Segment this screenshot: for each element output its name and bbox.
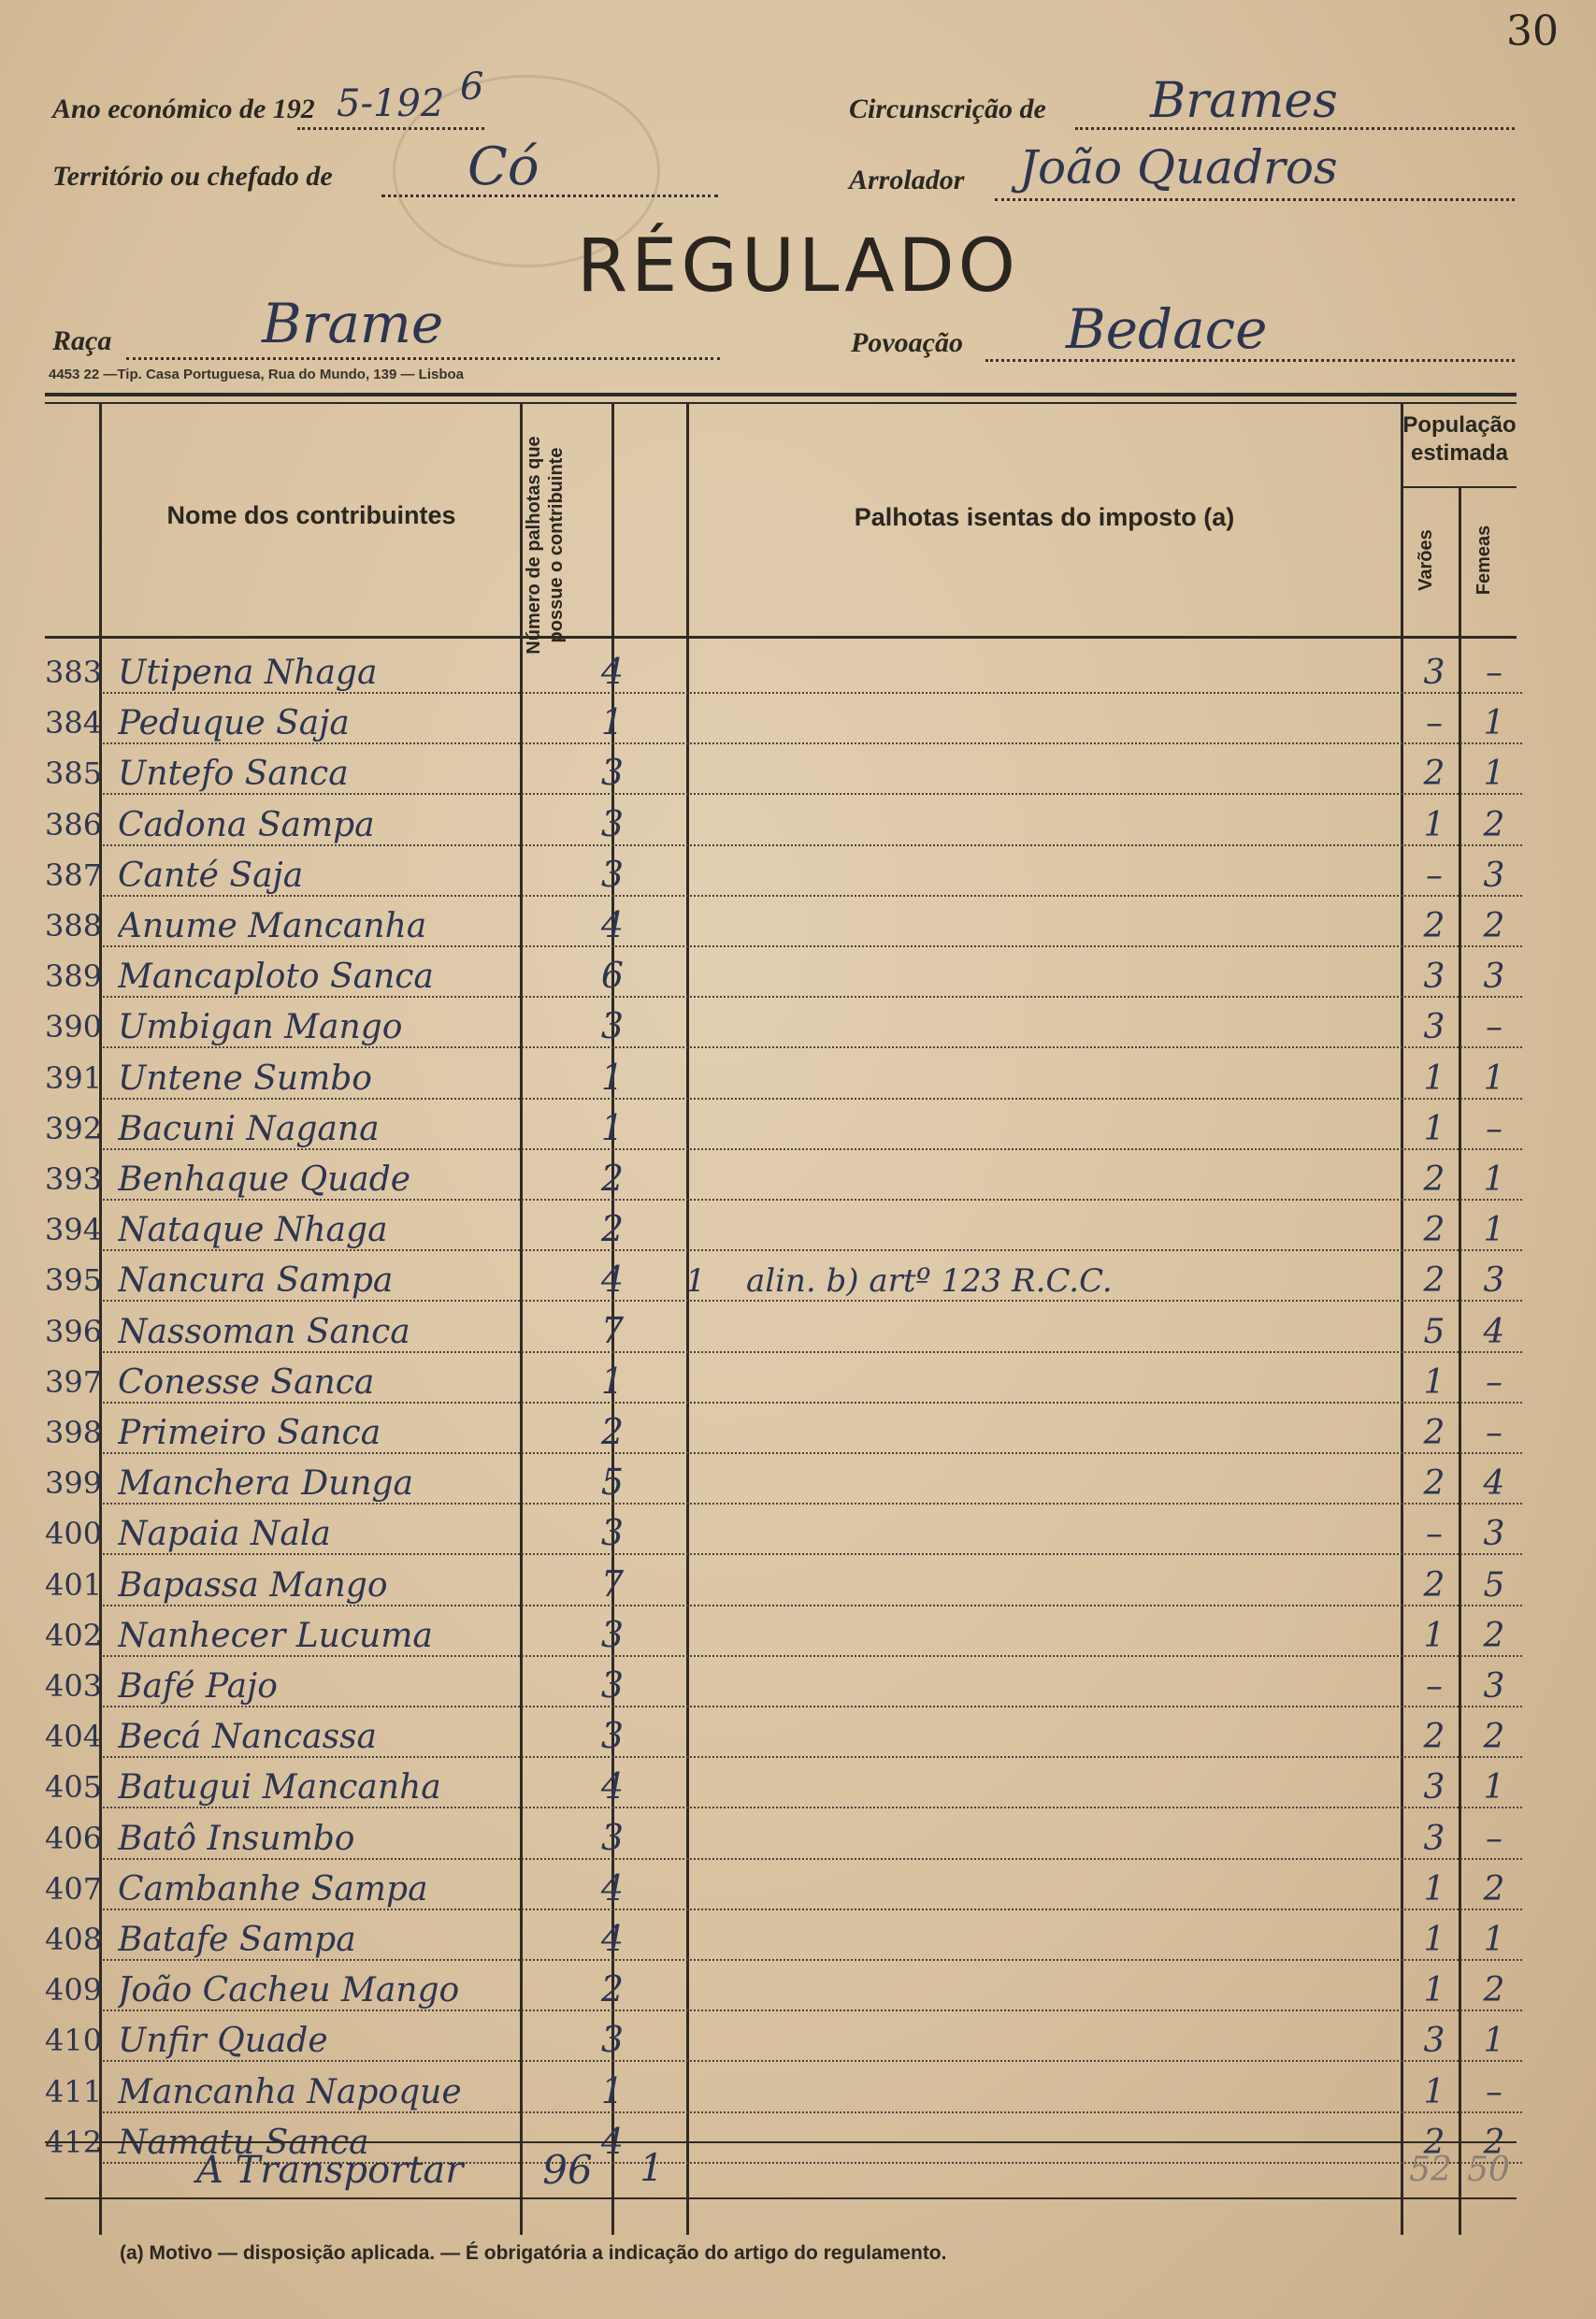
table-row: [45, 1150, 1522, 1201]
hut-count: 3: [600, 1664, 625, 1706]
male-count: 2: [1423, 1160, 1445, 1199]
village-value: Bedace: [1066, 297, 1268, 361]
col-header-females: Femeas: [1474, 525, 1494, 596]
table-row: [45, 694, 1522, 744]
taxpayer-name: Namatu Sanca: [118, 2123, 369, 2162]
row-number: 407: [45, 1870, 103, 1907]
hut-count: 4: [600, 2120, 625, 2162]
taxpayer-name: Batugui Mancanha: [118, 1768, 441, 1808]
taxpayer-name: Mancaploto Sanca: [118, 958, 434, 997]
female-count: 3: [1483, 1667, 1505, 1706]
taxpayer-name: Peduque Saja: [118, 704, 350, 743]
taxpayer-name: Untene Sumbo: [118, 1059, 372, 1098]
taxpayer-name: Primeiro Sanca: [118, 1414, 381, 1452]
circumscription-label: Circunscrição de: [849, 94, 1046, 124]
male-count: 1: [1423, 1362, 1445, 1402]
hut-count: 3: [600, 1613, 625, 1655]
row-number: 390: [45, 1009, 103, 1045]
female-count: 4: [1483, 1464, 1505, 1504]
col-header-name: Nome dos contribuintes: [166, 501, 456, 529]
row-number: 412: [45, 2124, 103, 2160]
hut-count: 3: [600, 853, 625, 895]
male-count: 2: [1423, 907, 1445, 945]
taxpayer-name: Manchera Dunga: [118, 1464, 414, 1504]
page-title: RÉGULADO: [576, 224, 1020, 309]
total-exempt: 1: [640, 2147, 664, 2190]
male-count: 1: [1423, 1616, 1445, 1655]
female-count: –: [1486, 1008, 1503, 1047]
female-count: 3: [1483, 1261, 1505, 1301]
table-row: [45, 1961, 1522, 2011]
female-count: –: [1486, 1819, 1503, 1858]
exempt-hut-count: 1: [685, 1262, 706, 1301]
hut-count: 5: [600, 1462, 625, 1504]
table-row: [45, 2011, 1522, 2062]
hut-count: 4: [600, 651, 625, 692]
taxpayer-name: Napaia Nala: [118, 1515, 331, 1554]
female-count: 1: [1483, 1768, 1505, 1808]
taxpayer-name: Nanhecer Lucuma: [118, 1616, 433, 1655]
col-header-males: Varões: [1416, 529, 1436, 591]
male-count: 2: [1423, 2123, 1445, 2162]
female-count: 5: [1483, 1565, 1505, 1605]
hut-count: 3: [600, 752, 625, 794]
taxpayer-name: Nancura Sampa: [118, 1261, 394, 1301]
row-number: 402: [45, 1617, 103, 1653]
table-row: [45, 744, 1522, 795]
year-dotline: [297, 127, 484, 130]
table-row: [45, 1860, 1522, 1910]
table-row: [45, 1657, 1522, 1707]
female-count: 2: [1483, 907, 1505, 945]
population-subheader-rule: [1401, 486, 1517, 488]
row-number: 392: [45, 1110, 103, 1146]
taxpayer-name: Bacuni Nagana: [118, 1109, 380, 1148]
table-row: [45, 1201, 1522, 1251]
printer-imprint: 4453 22 —Tip. Casa Portuguesa, Rua do Mundo, 139 — Lisboa: [49, 367, 465, 382]
male-count: –: [1426, 1515, 1443, 1554]
female-count: 2: [1483, 2123, 1505, 2162]
male-count: 3: [1423, 1768, 1445, 1808]
male-count: 3: [1423, 1819, 1445, 1858]
female-count: 1: [1483, 704, 1505, 743]
row-number: 386: [45, 806, 103, 843]
female-count: –: [1486, 2072, 1503, 2111]
male-count: 1: [1423, 1109, 1445, 1148]
hut-count: 3: [600, 1005, 625, 1047]
row-number: 396: [45, 1313, 103, 1349]
male-count: 2: [1423, 1211, 1445, 1250]
table-row: [45, 1100, 1522, 1150]
male-count: 2: [1423, 1261, 1445, 1301]
table-row: [45, 897, 1522, 947]
race-value: Brame: [262, 292, 444, 355]
table-row: [45, 1606, 1522, 1657]
taxpayer-name: Conesse Sanca: [118, 1362, 375, 1402]
row-number: 388: [45, 908, 103, 943]
taxpayer-name: João Cacheu Mango: [118, 1971, 460, 2010]
row-number: 398: [45, 1415, 103, 1450]
year-value: 5-192: [337, 82, 445, 125]
hut-count: 7: [600, 1563, 625, 1605]
total-bottom-rule: [45, 2197, 1517, 2199]
row-number: 403: [45, 1668, 103, 1704]
male-count: –: [1426, 856, 1443, 895]
male-count: 3: [1423, 1008, 1445, 1047]
male-count: 1: [1423, 1869, 1445, 1908]
male-count: 1: [1423, 805, 1445, 844]
table-row: [45, 1353, 1522, 1404]
race-label: Raça: [52, 325, 112, 356]
table-row: [45, 1758, 1522, 1808]
row-number: 389: [45, 958, 103, 995]
table-row: [45, 998, 1522, 1048]
hut-count: 4: [600, 904, 625, 945]
male-count: 3: [1423, 2022, 1445, 2061]
male-count: 1: [1423, 1059, 1445, 1098]
hut-count: 3: [600, 802, 625, 844]
male-count: 1: [1423, 1921, 1445, 1959]
col-header-exempt: Palhotas isentas do imposto (a): [854, 503, 1235, 531]
hut-count: 3: [600, 1715, 625, 1757]
table-row: [45, 643, 1522, 694]
female-count: –: [1486, 1414, 1503, 1452]
hut-count: 6: [600, 955, 625, 997]
row-number: 395: [45, 1262, 103, 1299]
male-count: 2: [1423, 755, 1445, 794]
hut-count: 2: [600, 1411, 625, 1452]
total-top-rule: [45, 2141, 1517, 2143]
hut-count: 2: [600, 1968, 625, 2010]
male-count: 2: [1423, 1414, 1445, 1452]
exemption-reason: alin. b) artº 123 R.C.C.: [746, 1262, 1113, 1301]
hut-count: 2: [600, 1158, 625, 1199]
taxpayer-name: Cadona Sampa: [118, 805, 375, 844]
female-count: 2: [1483, 1971, 1505, 2010]
taxpayer-name: Nataque Nhaga: [118, 1211, 388, 1250]
taxpayer-name: Benhaque Quade: [118, 1160, 411, 1199]
row-number: 404: [45, 1719, 103, 1755]
table-top-rule-inner: [45, 402, 1517, 404]
hut-count: 1: [600, 2069, 625, 2111]
taxpayer-name: Utipena Nhaga: [118, 654, 378, 692]
female-count: 3: [1483, 958, 1505, 997]
male-count: 1: [1423, 2072, 1445, 2111]
territory-value: Có: [467, 137, 539, 197]
female-count: 3: [1483, 856, 1505, 895]
row-number: 391: [45, 1059, 103, 1096]
table-row: [45, 1809, 1522, 1860]
female-count: 3: [1483, 1515, 1505, 1554]
female-count: 1: [1483, 1059, 1505, 1098]
taxpayer-name: Cambanhe Sampa: [118, 1869, 428, 1908]
female-count: 2: [1483, 805, 1505, 844]
territory-dotline: [381, 194, 718, 197]
table-row: [45, 1049, 1522, 1100]
hut-count: 3: [600, 2019, 625, 2061]
hut-count: 3: [600, 1512, 625, 1554]
hut-count: 3: [600, 1816, 625, 1858]
row-number: 384: [45, 705, 103, 742]
row-number: 399: [45, 1465, 103, 1502]
female-count: 2: [1483, 1616, 1505, 1655]
territory-label: Território ou chefado de: [52, 161, 333, 192]
female-count: 1: [1483, 2022, 1505, 2061]
year-label: Ano económico de 192: [52, 94, 315, 124]
table-row: [45, 1404, 1522, 1454]
hut-count: 4: [600, 1259, 625, 1301]
male-count: 1: [1423, 1971, 1445, 2010]
table-row: [45, 947, 1522, 998]
taxpayer-name: Becá Nancassa: [118, 1718, 378, 1757]
row-number: 409: [45, 1972, 103, 2009]
female-count: 1: [1483, 1921, 1505, 1959]
page-number: 30: [1506, 7, 1559, 55]
male-count: 3: [1423, 654, 1445, 692]
male-count: –: [1426, 1667, 1443, 1706]
race-dotline: [126, 357, 720, 360]
table-row: [45, 796, 1522, 846]
total-huts: 96: [542, 2147, 593, 2193]
row-number: 405: [45, 1769, 103, 1806]
row-number: 401: [45, 1566, 103, 1603]
female-count: 1: [1483, 1211, 1505, 1250]
taxpayer-name: Nassoman Sanca: [118, 1312, 410, 1351]
taxpayer-name: Batô Insumbo: [118, 1819, 355, 1858]
row-number: 387: [45, 857, 103, 893]
hut-count: 7: [600, 1309, 625, 1351]
table-row: [45, 1251, 1522, 1302]
col-header-population: População estimada: [1402, 412, 1517, 466]
row-number: 408: [45, 1922, 103, 1957]
taxpayer-name: Unfir Quade: [118, 2022, 328, 2061]
table-row: [45, 1707, 1522, 1758]
hut-count: 4: [600, 1765, 625, 1808]
row-number: 385: [45, 756, 103, 792]
taxpayer-name: Untefo Sanca: [118, 755, 349, 794]
taxpayer-name: Umbigan Mango: [118, 1008, 403, 1047]
female-count: –: [1486, 1362, 1503, 1402]
male-count: 2: [1423, 1718, 1445, 1757]
table-row: [45, 1910, 1522, 1961]
hut-count: 1: [600, 1106, 625, 1148]
hut-count: 4: [600, 1866, 625, 1908]
row-number: 383: [45, 655, 103, 690]
male-count: –: [1426, 704, 1443, 743]
total-label: A Transportar: [196, 2149, 464, 2192]
taxpayer-name: Anume Mancanha: [118, 907, 427, 945]
row-number: 393: [45, 1161, 103, 1197]
header-bottom-rule: [45, 636, 1517, 639]
table-row: [45, 1505, 1522, 1555]
taxpayer-name: Bapassa Mango: [118, 1565, 388, 1605]
table-row: [45, 1556, 1522, 1606]
table-row: [45, 846, 1522, 897]
female-count: 4: [1483, 1312, 1505, 1351]
col-header-huts: Número de palhotas que possue o contribuinte: [524, 436, 567, 655]
taxpayer-name: Bafé Pajo: [118, 1667, 278, 1706]
year-end-value: 6: [460, 65, 484, 108]
female-count: –: [1486, 654, 1503, 692]
male-count: 5: [1423, 1312, 1445, 1351]
female-count: 2: [1483, 1869, 1505, 1908]
female-count: 1: [1483, 1160, 1505, 1199]
table-top-rule: [45, 393, 1517, 396]
taxpayer-name: Canté Saja: [118, 856, 304, 895]
enumerator-dotline: [995, 198, 1515, 201]
enumerator-label: Arrolador: [849, 165, 965, 195]
male-count: 2: [1423, 1464, 1445, 1504]
circumscription-value: Brames: [1150, 73, 1338, 129]
row-number: 410: [45, 2023, 103, 2059]
row-number: 394: [45, 1212, 103, 1248]
male-count: 3: [1423, 958, 1445, 997]
row-number: 406: [45, 1820, 103, 1856]
row-number: 411: [45, 2073, 103, 2110]
row-number: 397: [45, 1363, 103, 1400]
hut-count: 2: [600, 1208, 625, 1250]
table-row: [45, 1454, 1522, 1505]
table-row: [45, 2063, 1522, 2113]
hut-count: 1: [600, 1056, 625, 1098]
female-count: 2: [1483, 1718, 1505, 1757]
enumerator-value: João Quadros: [1019, 140, 1338, 194]
female-count: 1: [1483, 755, 1505, 794]
row-number: 400: [45, 1516, 103, 1552]
taxpayer-name: Batafe Sampa: [118, 1921, 356, 1959]
table-row: [45, 1303, 1522, 1353]
village-label: Povoação: [851, 327, 963, 358]
total-females: 50: [1467, 2151, 1510, 2189]
hut-count: 1: [600, 1360, 625, 1402]
hut-count: 1: [600, 701, 625, 743]
hut-count: 4: [600, 1918, 625, 1959]
female-count: –: [1486, 1109, 1503, 1148]
male-count: 2: [1423, 1565, 1445, 1605]
footnote: (a) Motivo — disposição aplicada. — É obrigatória a indicação do artigo do regulamento.: [120, 2242, 947, 2264]
total-males: 52: [1409, 2151, 1452, 2189]
taxpayer-name: Mancanha Napoque: [118, 2072, 462, 2111]
